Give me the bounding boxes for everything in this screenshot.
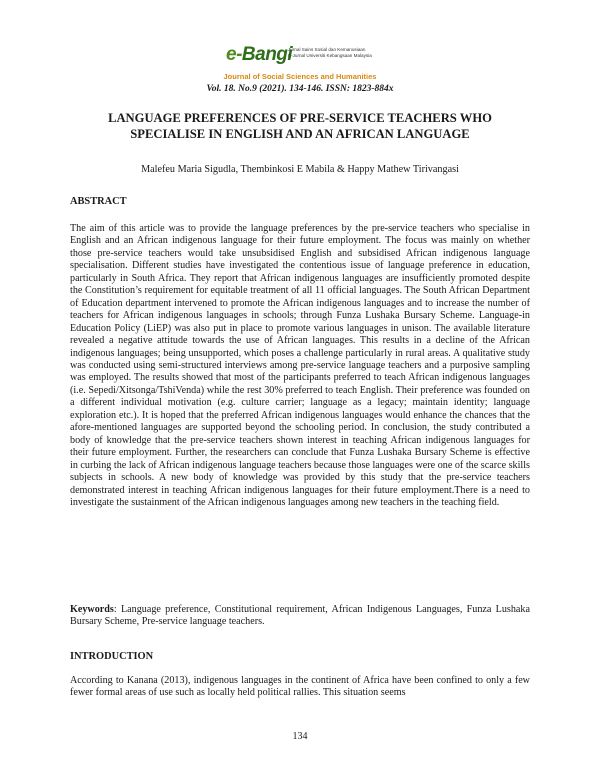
volume-line: Vol. 18. No.9 (2021). 134-146. ISSN: 1823-884x <box>206 84 394 94</box>
logo-tagline-line-2: E-Jurnal Universiti Kebangsaan Malaysia <box>288 53 372 58</box>
title-line-2: SPECIALISE IN ENGLISH AND AN AFRICAN LANGUAGE <box>130 127 470 141</box>
logo-wordmark <box>226 44 292 66</box>
keywords <box>70 604 530 629</box>
abstract-text: The aim of this article was to provide the language preferences by the pre-service teachers who specialise in English and an African indigenous language for their future employment. The focus was mainly on whether those pre-service teachers would take unsubsidised English and subsidised African indigenous language specialisation. Different studies have investigated the contentious issue of language preference in education, particularly in South Africa. They report that African indigenous languages are insufficiently promoted despite the Constitution’s requirement for equitable treatment of all 11 official languages. The South African Department of Education department intervened to promote the African indigenous languages and to increase the number of teachers for African indigenous languages in schools; through Funza Lushaka Bursary Scheme. Language-in Education Policy (LiEP) was also put in place to promote various languages in unison. The available literature revealed a negative attitude towards the use of African languages. This results in a decline of the African indigenous languages; being unsupported, which poses a challenge particularly in rural areas. A qualitative study was conducted using semi-structured interviews among pre-service language teachers and a purposive sampling was employed. The results showed that most of the participants preferred to teach African indigenous languages (i.e. Sepedi/Xitsonga/TshiVenda) while the rest 30% preferred to teach English. Their preference was founded on a different individual motivation (e.g. culture carrier; language as a legacy; maintain identity; language exploration etc.). It is hoped that the preferred African indigenous languages would enhance the chances that the afore-mentioned languages are supported beyond the schooling period. In conclusion, the study contributed a body of knowledge that the pre-service teachers shown interest in teaching African indigenous languages for their future employment. Further, the researchers can conclude that Funza Lushaka Bursary Scheme is effective in curbing the lack of African indigenous language teachers because those languages were one of the scarce skills subjects in schools. A new body of knowledge was provided by this study that the pre-service teachers demonstrated interest in teaching African indigenous languages for their future employment.There is a need to investigate the sustainment of the African indigenous languages among new teachers in the teaching field. <box>70 223 530 508</box>
page-number: 134 <box>292 731 308 742</box>
introduction-heading: INTRODUCTION <box>70 651 154 662</box>
authors: Malefeu Maria Sigudla, Thembinkosi E Mabila & Happy Mathew Tirivangasi <box>141 164 459 175</box>
logo-tagline <box>288 47 372 59</box>
keywords-label: Keywords <box>70 604 114 615</box>
keywords-text: : Language preference, Constitutional requirement, African Indigenous Languages, Funza Lushaka Bursary Scheme, Pre-service language teachers. <box>70 604 530 628</box>
title-line-1: LANGUAGE PREFERENCES OF PRE-SERVICE TEACHERS WHO <box>108 111 492 125</box>
logo-e: e- <box>226 44 242 65</box>
logo-bangi: Bangi <box>241 44 293 65</box>
journal-name: Journal of Social Sciences and Humanities <box>223 72 377 81</box>
article-title <box>70 110 530 142</box>
introduction-text: According to Kanana (2013), indigenous languages in the continent of Africa have been confined to only a few fewer formal areas of use such as locally held political rallies. This situation seems <box>70 675 530 699</box>
abstract-heading: ABSTRACT <box>70 196 127 207</box>
logo-tagline-line-1: Jurnal Sains Sosial dan Kemanusiaan <box>288 47 366 52</box>
